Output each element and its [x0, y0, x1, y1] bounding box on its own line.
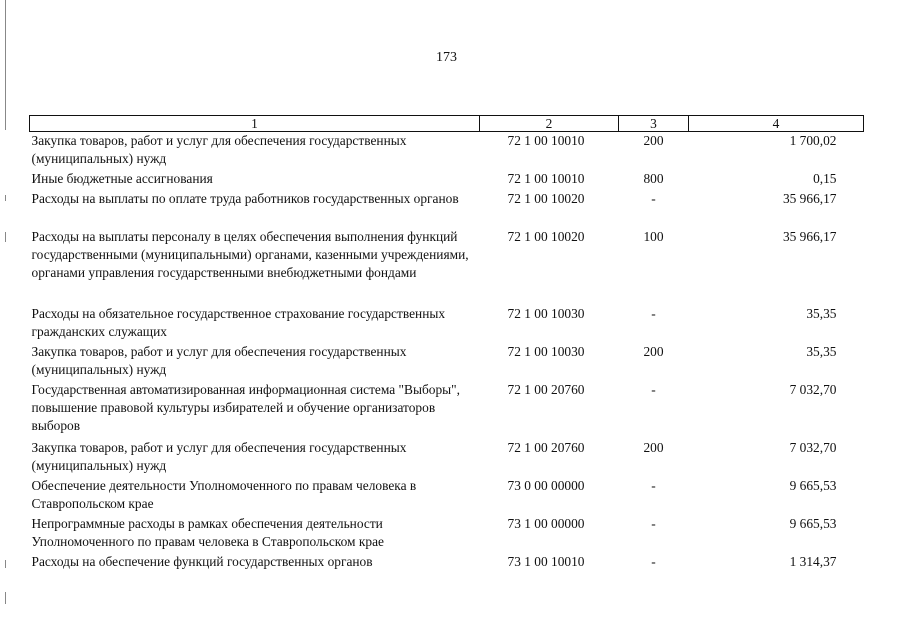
amount: 7 032,70: [789, 439, 837, 455]
table-row: [30, 439, 864, 477]
table-row: [30, 190, 864, 228]
expense-type-code: -: [651, 477, 656, 493]
scan-margin-mark: [5, 592, 6, 604]
column-header-3: 3: [619, 116, 689, 132]
amount: 0,15: [813, 170, 837, 186]
expense-name: Закупка товаров, работ и услуг для обеспечения государственных (муниципальных) нужд: [31, 439, 407, 473]
expense-name: Государственная автоматизированная информационная система "Выборы", повышение правовой культуры избирателей и обучение организаторов выборов: [31, 381, 460, 433]
expense-type-code: 200: [643, 133, 664, 148]
expense-type-code: 200: [643, 343, 664, 359]
budget-table: [29, 115, 864, 573]
expense-name: Закупка товаров, работ и услуг для обеспечения государственных (муниципальных) нужд: [31, 133, 407, 166]
expense-type-code: -: [651, 381, 656, 397]
expense-name: Расходы на обеспечение функций государственных органов: [31, 553, 373, 569]
expense-name: Закупка товаров, работ и услуг для обеспечения государственных (муниципальных) нужд: [31, 343, 407, 377]
expense-name: Расходы на обязательное государственное страхование государственных гражданских служащих: [31, 305, 446, 339]
expense-name: Расходы на выплаты персоналу в целях обеспечения выполнения функций государственными (муниципальными) органами, казенными учреждениями, органами управления государственными внебюджетными фондами: [31, 228, 469, 280]
target-article-code: 73 1 00 10010: [507, 553, 585, 569]
expense-type-code: -: [651, 305, 656, 321]
table-row: [30, 343, 864, 381]
scan-margin-mark: [5, 560, 6, 568]
expense-type-code: 800: [643, 170, 664, 186]
target-article-code: 73 1 00 00000: [507, 515, 585, 531]
amount: 35 966,17: [782, 190, 837, 206]
table-row: [30, 381, 864, 439]
amount: 35,35: [806, 343, 837, 359]
target-article-code: 72 1 00 20760: [507, 381, 585, 397]
target-article-code: 73 0 00 00000: [507, 477, 585, 493]
scan-margin-mark: [5, 232, 6, 242]
expense-type-code: 200: [643, 439, 664, 455]
scan-margin-mark: [5, 195, 6, 201]
column-header-4: 4: [689, 116, 864, 132]
expense-type-code: -: [651, 190, 656, 206]
table-row: [30, 228, 864, 305]
expense-type-code: -: [651, 553, 656, 569]
amount: 9 665,53: [789, 515, 837, 531]
table-row: [30, 477, 864, 515]
table-row: [30, 305, 864, 343]
expense-name: Расходы на выплаты по оплате труда работников государственных органов: [31, 190, 459, 206]
amount: 1 314,37: [789, 553, 837, 569]
amount: 9 665,53: [789, 477, 837, 493]
target-article-code: 72 1 00 10030: [507, 343, 585, 359]
page-number: 173: [436, 50, 457, 65]
expense-name: Непрограммные расходы в рамках обеспечения деятельности Уполномоченного по правам человека в Ставропольском крае: [31, 515, 384, 549]
amount: 35 966,17: [782, 228, 837, 244]
amount: 35,35: [806, 305, 837, 321]
table-row: [30, 132, 864, 170]
expense-name: Иные бюджетные ассигнования: [31, 170, 213, 186]
target-article-code: 72 1 00 10020: [507, 190, 585, 206]
target-article-code: 72 1 00 10010: [507, 133, 585, 148]
amount: 1 700,02: [789, 133, 837, 148]
expense-type-code: 100: [643, 228, 664, 244]
amount: 7 032,70: [789, 381, 837, 397]
expense-name: Обеспечение деятельности Уполномоченного по правам человека в Ставропольском крае: [31, 477, 417, 511]
target-article-code: 72 1 00 10020: [507, 228, 585, 244]
target-article-code: 72 1 00 10030: [507, 305, 585, 321]
column-header-2: 2: [480, 116, 619, 132]
expense-type-code: -: [651, 515, 656, 531]
table-header-row: [30, 116, 864, 132]
table-row: [30, 170, 864, 190]
column-header-1: 1: [30, 116, 480, 132]
target-article-code: 72 1 00 20760: [507, 439, 585, 455]
table-row: [30, 515, 864, 553]
target-article-code: 72 1 00 10010: [507, 170, 585, 186]
table-row: [30, 553, 864, 573]
scan-margin-mark: [5, 0, 6, 130]
